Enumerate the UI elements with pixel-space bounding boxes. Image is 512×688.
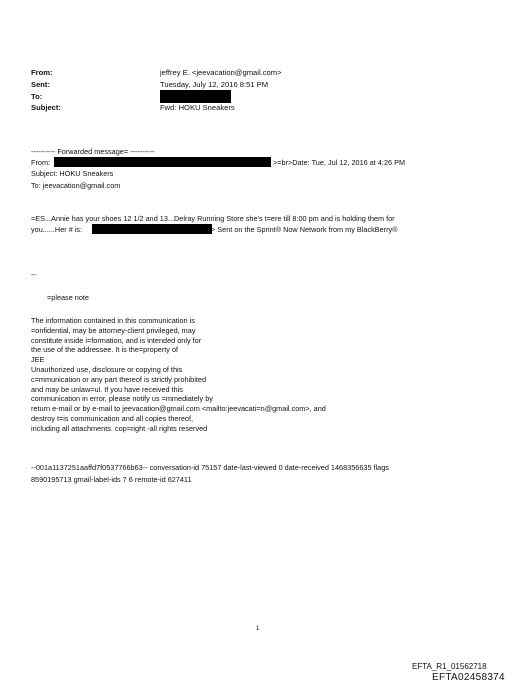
bates-number-1: EFTA_R1_01562718 xyxy=(412,662,487,671)
disclaimer-line: including all attachments. cop=right -all rights reserved xyxy=(31,423,208,433)
forwarded-to: To: jeevacation@gmail.com xyxy=(31,181,121,190)
sent-label: Sent: xyxy=(31,80,50,89)
disclaimer-line: =onfidential, may be attorney-client privileged, may xyxy=(31,325,196,335)
message-line-2-start: you......Her # is: xyxy=(31,225,83,234)
subject-value: Fwd: HOKU Sneakers xyxy=(160,103,235,112)
disclaimer-line: JEE xyxy=(31,355,45,365)
to-label: To: xyxy=(31,92,43,101)
from-value: jeffrey E. <jeevacation@gmail.com> xyxy=(160,68,282,77)
message-line-2-end: > Sent on the Sprint® Now Network from my BlackBerry® xyxy=(211,225,398,234)
disclaimer-block xyxy=(31,316,326,434)
signature-dashes: -- xyxy=(31,270,36,279)
disclaimer-line: the use of the addressee. It is the=property of xyxy=(31,345,179,355)
disclaimer-line: communication in error, please notify us =mmediately by xyxy=(31,394,213,404)
metadata-line-2: 8590195713 gmail-label-ids 7 6 remote-id 627411 xyxy=(31,475,192,484)
disclaimer-line: constitute inside i=formation, and is intended only for xyxy=(31,335,202,345)
disclaimer-line: and may be unlaw=ul. If you have received this xyxy=(31,384,183,394)
forwarded-separator: ---------- Forwarded message= ---------- xyxy=(31,147,155,156)
forwarded-date: >=br>Date: Tue, Jul 12, 2016 at 4:26 PM xyxy=(273,158,406,167)
forwarded-from-redaction xyxy=(54,157,271,167)
please-note: =please note xyxy=(47,293,89,302)
metadata-line-1: --001a1137251aaffd7f0537766b63-- conversation-id 75157 date-last-viewed 0 date-received 1468356635 flags xyxy=(31,463,389,472)
phone-redaction xyxy=(92,224,212,234)
disclaimer-line: Unauthorized use, disclosure or copying of this xyxy=(31,364,183,374)
disclaimer-line: destroy t=is communication and all copies thereof, xyxy=(31,413,194,423)
disclaimer-line: The information contained in this communication is xyxy=(31,316,195,325)
forwarded-from-label: From: xyxy=(31,158,51,167)
forwarded-subject: Subject: HOKU Sneakers xyxy=(31,169,114,178)
disclaimer-line: return e-mail or by e-mail to jeevacation@gmail.com <mailto:jeevacati=n@gmail.com>, and xyxy=(31,404,326,414)
disclaimer-line: c=mmunication or any part thereof is strictly prohibited xyxy=(31,374,207,384)
to-redaction xyxy=(160,90,231,103)
sent-value: Tuesday, July 12, 2016 8:51 PM xyxy=(160,80,269,89)
subject-label: Subject: xyxy=(31,103,61,112)
from-label: From: xyxy=(31,68,53,77)
bates-number-2: EFTA02458374 xyxy=(432,672,505,683)
message-line-1: =ES...Annie has your shoes 12 1/2 and 13...Delray Running Store she's t=ere till 8:00 pm and is holding them for xyxy=(31,214,395,223)
page-number: 1 xyxy=(256,626,260,632)
